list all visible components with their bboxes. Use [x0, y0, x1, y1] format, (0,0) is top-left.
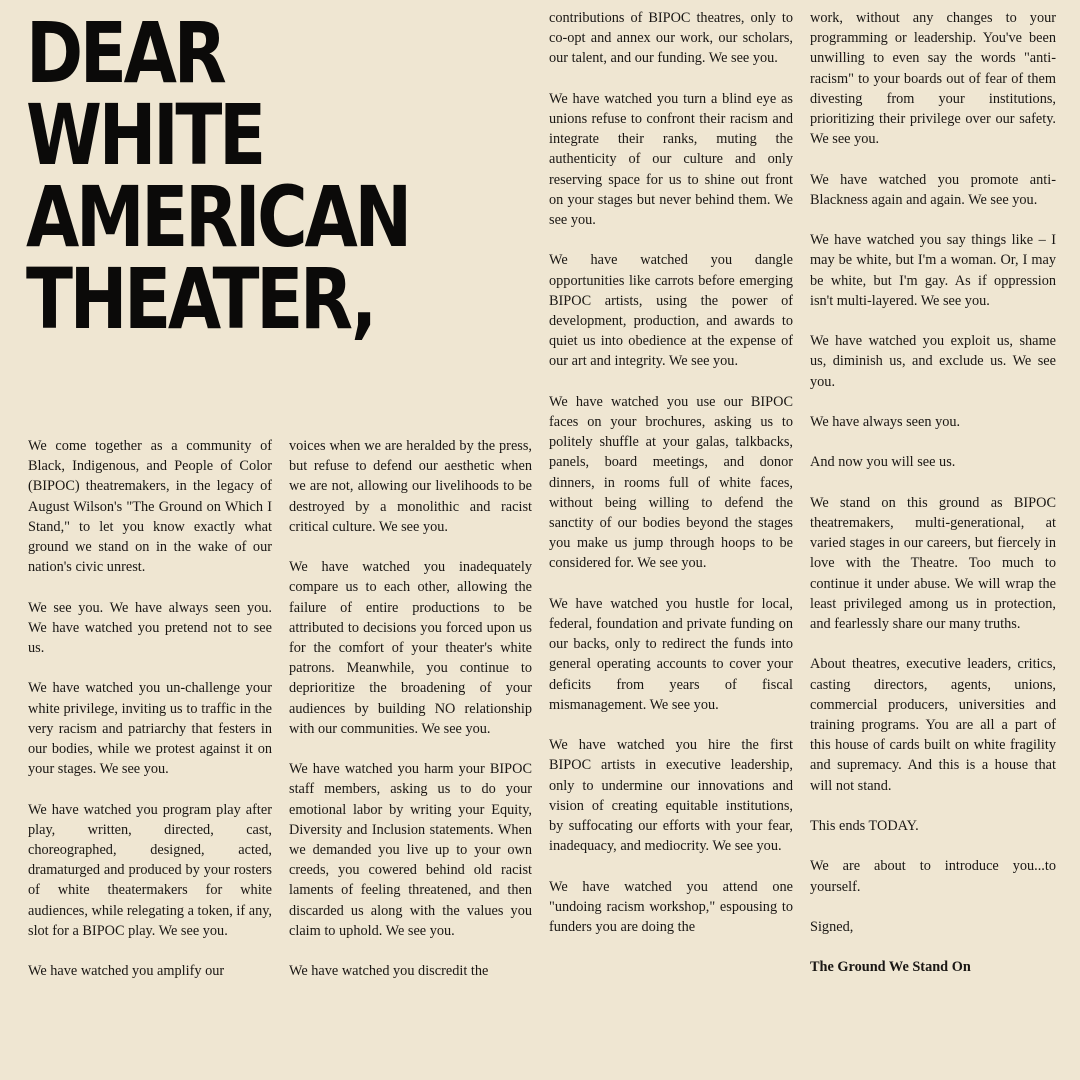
paragraph: voices when we are heralded by the press, but refuse to defend our aesthetic when we are not, allowing our livelihoods to be destroyed by a monolithic and racist critical culture. We see you. — [289, 438, 532, 535]
paragraph: We have watched you exploit us, shame us, diminish us, and exclude us. We see you. — [810, 333, 1056, 390]
paragraph: This ends TODAY. — [810, 818, 919, 834]
signature: The Ground We Stand On — [810, 959, 971, 976]
paragraph: We stand on this ground as BIPOC theatremakers, multi-generational, at varied stages in our careers, but fiercely in love with the Theatre. Too much to continue it under abuse. We will wrap the least privileged among us in protection, and fearlessly share our many truths. — [810, 494, 1056, 632]
paragraph: We see you. We have always seen you. We have watched you pretend not to see us. — [28, 599, 272, 657]
paragraph: We have watched you inadequately compare us to each other, allowing the failure of entire productions to be attributed to decisions you forced upon us for the comfort of your theater's white patrons. Meanwhile, you continue to deprioritize the broadening of your audiences by building NO relationship with our communities. We see you. — [289, 559, 532, 737]
text-column-4 — [810, 8, 1056, 1048]
headline-line: DEAR — [26, 4, 224, 102]
paragraph: Signed, — [810, 918, 854, 935]
paragraph: We have watched you turn a blind eye as unions refuse to confront their racism and integrate their ranks, muting the authenticity of our culture and only reserving space for us to shine out front on your stages but never behind them. We see you. — [549, 90, 793, 229]
paragraph: About theatres, executive leaders, critics, casting directors, agents, unions, commercial producers, universities and training programs. You are all a part of this house of cards built on white fragility and supremacy. And this is a house that will not stand. — [810, 656, 1056, 794]
headline-line: WHITE — [26, 86, 263, 184]
paragraph: We have watched you say things like – I may be white, but I'm a woman. Or, I may be white, but I'm gay. As if oppression isn't multi-layered. We see you. — [810, 232, 1056, 309]
paragraph: We have watched you harm your BIPOC staff members, asking us to do your emotional labor by writing your Equity, Diversity and Inclusion statements. When we demanded you live up to your own creeds, you cowered behind old racist laments of feeling threatened, and then discarded us along with the values you claim to uphold. We see you. — [289, 761, 532, 939]
paragraph: contributions of BIPOC theatres, only to co-opt and annex our work, our scholars, our talent, and our funding. We see you. — [549, 10, 793, 67]
text-column-1 — [28, 436, 272, 1048]
headline-line: THEATER, — [26, 250, 374, 348]
paragraph: We are about to introduce you...to yourself. — [810, 858, 1056, 895]
paragraph: And now you will see us. — [810, 454, 956, 471]
paragraph: We have watched you discredit the — [289, 963, 489, 980]
paragraph: We have watched you amplify our — [28, 963, 225, 980]
paragraph: We have watched you use our BIPOC faces on your brochures, asking us to politely shuffle at your galas, talkbacks, panels, board meetings, and donor dinners, in rooms full of white faces, without being willing to defend the sanctity of our bodies beyond the stages you make us jump through hoops to be considered for. We see you. — [549, 393, 793, 572]
headline — [26, 4, 452, 348]
paragraph: We have watched you hustle for local, federal, foundation and private funding on our backs, only to redirect the funds into general operating accounts to cover your deficits from years of fiscal mismanagement. We see you. — [549, 595, 793, 713]
text-column-3 — [549, 8, 793, 1048]
paragraph: We have watched you promote anti-Blackness again and again. We see you. — [810, 171, 1056, 208]
headline-line: AMERICAN — [26, 168, 409, 266]
paragraph: We have watched you program play after play, written, directed, cast, choreographed, designed, acted, dramaturged and produced by your rosters of white theatermakers for white audiences, while relegating a token, if any, slot for a BIPOC play. We see you. — [28, 801, 272, 939]
text-column-2 — [289, 436, 532, 1048]
paragraph: We have watched you dangle opportunities like carrots before emerging BIPOC artists, using the power of development, production, and awards to quiet us into obedience at the expense of our art and integrity. We see you. — [549, 252, 793, 370]
paragraph: We have always seen you. — [810, 414, 961, 430]
paragraph: We have watched you hire the first BIPOC artists in executive leadership, only to undermine our innovations and vision of creating equitable institutions, by suffocating our efforts with your fear, inadequacy, and mediocrity. We see you. — [549, 737, 793, 855]
paragraph: work, without any changes to your programming or leadership. You've been unwilling to even say the words "anti-racism" to your boards out of fear of them divesting from your institutions, prioritizing their privilege over our safety. We see you. — [810, 10, 1056, 148]
paragraph: We come together as a community of Black, Indigenous, and People of Color (BIPOC) theatremakers, in the legacy of August Wilson's "The Ground on Which I Stand," to let you know exactly what ground we stand on in the wake of our nation's civic unrest. — [28, 438, 272, 576]
paragraph: We have watched you un-challenge your white privilege, inviting us to traffic in the very racism and patriarchy that festers in our bodies, while we protest against it on your stages. We see you. — [28, 680, 272, 778]
paragraph: We have watched you attend one "undoing racism workshop," espousing to funders you are doing the — [549, 878, 793, 936]
